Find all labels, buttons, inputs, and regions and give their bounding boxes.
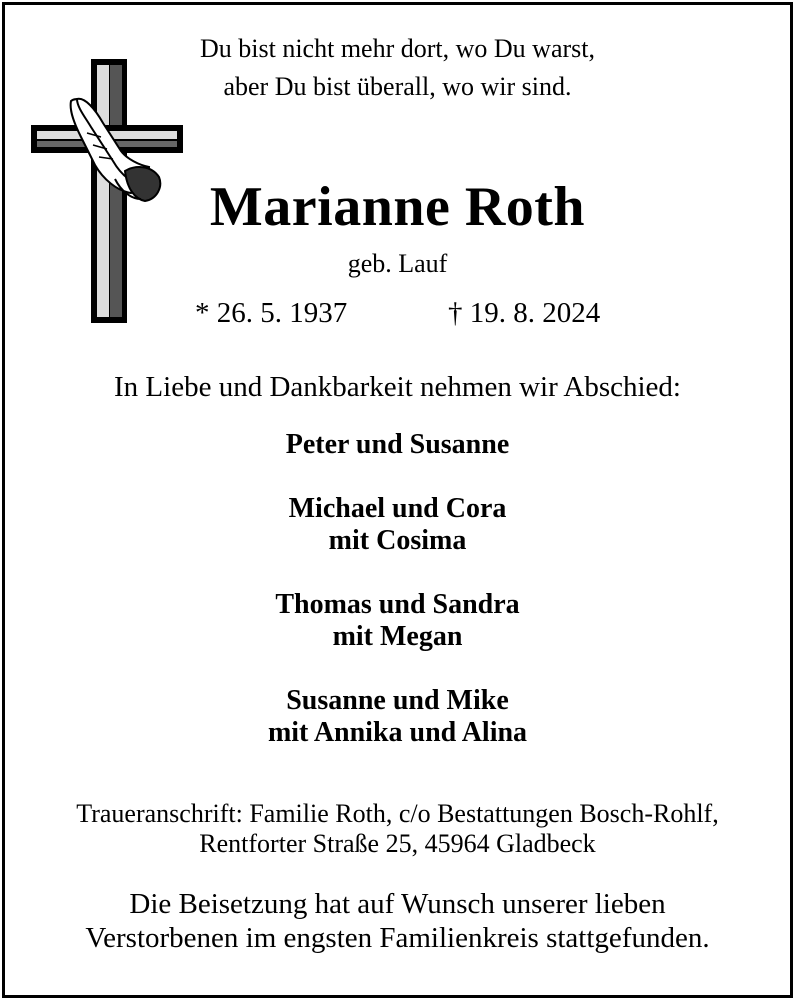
family-group-4-line-2: mit Annika und Alina	[267, 717, 528, 748]
closing-line-1: Die Beisetzung hat auf Wunsch unserer lieben	[129, 888, 666, 920]
family-group-3-line-2: mit Megan	[332, 621, 463, 652]
obituary-notice	[2, 2, 793, 998]
maiden-name: geb. Lauf	[347, 249, 448, 278]
farewell-intro: In Liebe und Dankbarkeit nehmen wir Abschied:	[114, 371, 681, 403]
family-group-3-line-1: Thomas und Sandra	[275, 589, 520, 620]
family-group-2-line-1: Michael und Cora	[288, 493, 507, 524]
family-group-4-line-1: Susanne und Mike	[286, 685, 509, 716]
address-line-1: Traueranschrift: Familie Roth, c/o Bestattungen Bosch-Rohlf,	[76, 799, 719, 828]
quote-line-2: aber Du bist überall, wo wir sind.	[223, 72, 572, 101]
birth-date: * 26. 5. 1937	[195, 297, 348, 329]
closing-line-2: Verstorbenen im engsten Familienkreis stattgefunden.	[85, 922, 710, 954]
address-line-2: Rentforter Straße 25, 45964 Gladbeck	[199, 829, 596, 858]
family-group-2-line-2: mit Cosima	[328, 525, 467, 556]
family-group-1-line-1: Peter und Susanne	[285, 429, 510, 460]
quote-line-1: Du bist nicht mehr dort, wo Du warst,	[199, 34, 595, 63]
deceased-name: Marianne Roth	[209, 176, 586, 238]
death-date: † 19. 8. 2024	[448, 297, 601, 329]
